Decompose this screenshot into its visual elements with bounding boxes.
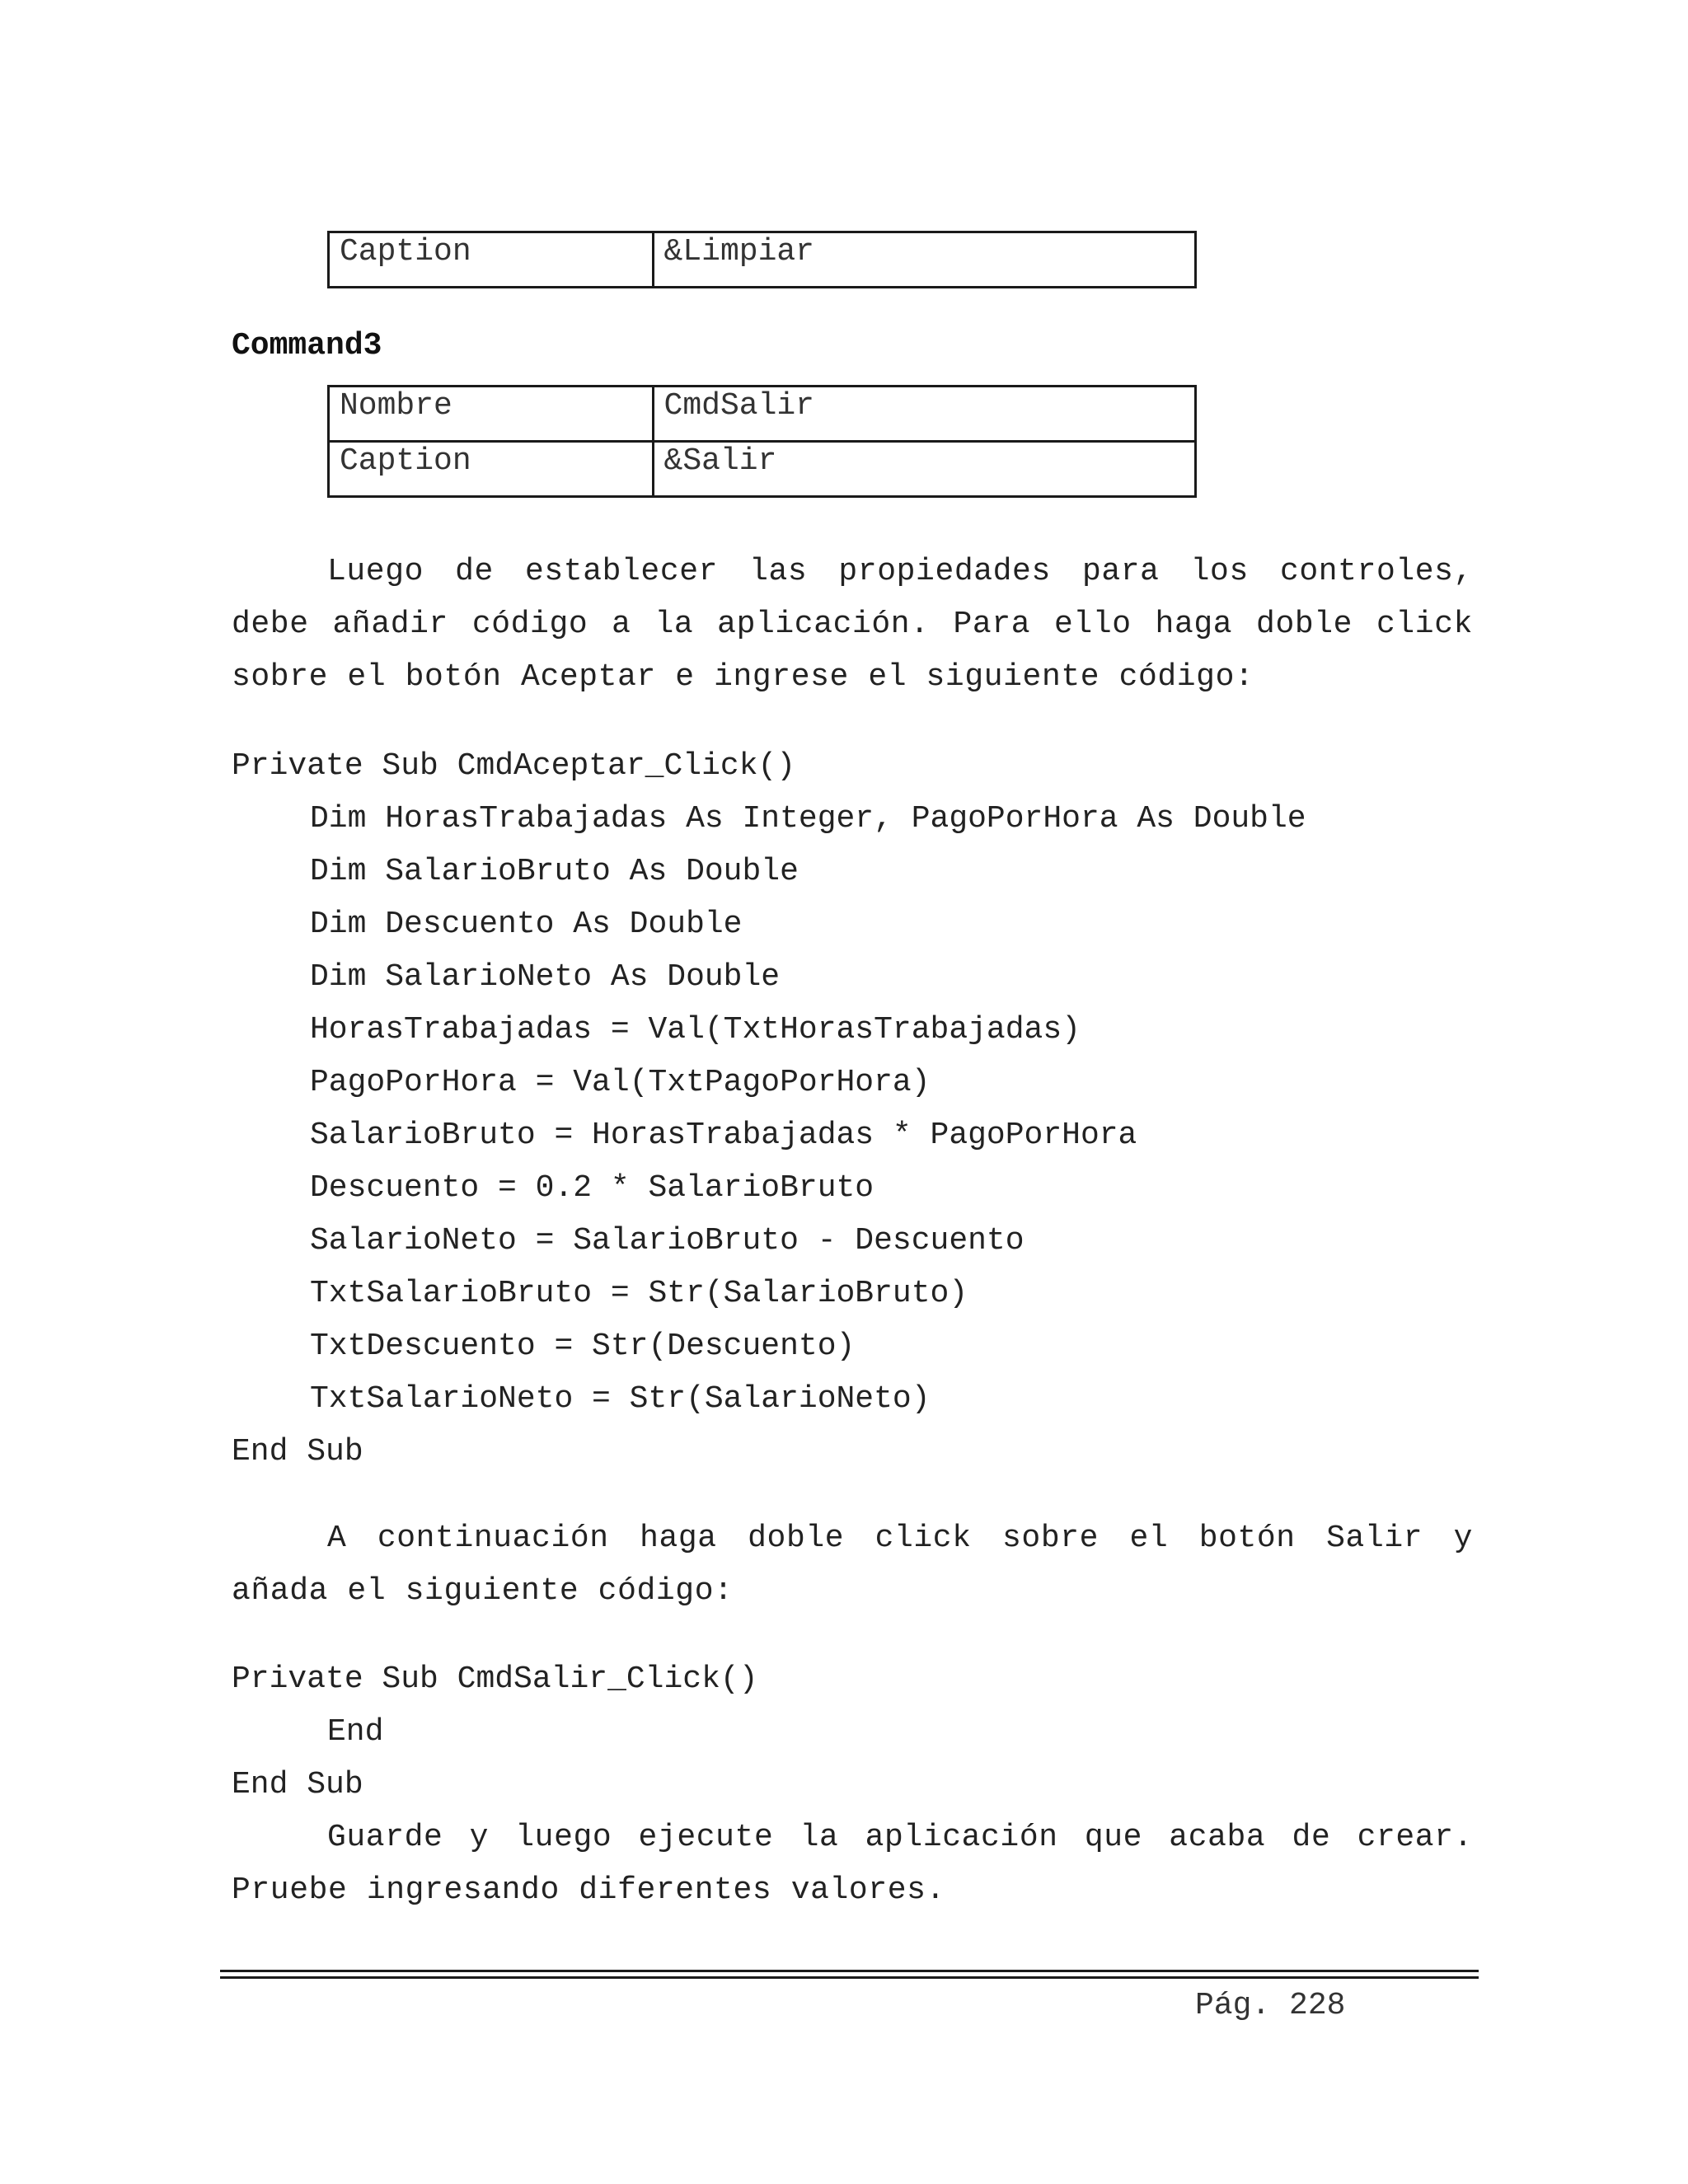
property-value-cell: &Limpiar xyxy=(653,232,1195,288)
code-line: End Sub xyxy=(232,1767,363,1802)
property-value-cell: CmdSalir xyxy=(653,387,1195,442)
code-line: TxtSalarioNeto = Str(SalarioNeto) xyxy=(310,1381,931,1417)
code-line: End Sub xyxy=(232,1434,363,1469)
code-line: TxtDescuento = Str(Descuento) xyxy=(310,1329,856,1364)
code-line: End xyxy=(327,1714,384,1750)
footer-rule xyxy=(220,1970,1479,1972)
property-name-cell: Nombre xyxy=(329,387,654,442)
code-line: HorasTrabajadas = Val(TxtHorasTrabajadas) xyxy=(310,1012,1081,1047)
property-name-cell: Caption xyxy=(329,442,654,497)
code-line: Dim SalarioBruto As Double xyxy=(310,854,799,889)
code-line: Dim Descuento As Double xyxy=(310,907,743,942)
code-block-cmdsalir xyxy=(232,1653,758,1811)
table-row xyxy=(329,232,1196,288)
command3-properties-table xyxy=(327,385,1197,498)
code-line: SalarioNeto = SalarioBruto - Descuento xyxy=(310,1223,1025,1258)
code-line: SalarioBruto = HorasTrabajadas * PagoPorHora xyxy=(310,1118,1137,1153)
property-name-cell: Caption xyxy=(329,232,654,288)
code-line: Dim HorasTrabajadas As Integer, PagoPorHora As Double xyxy=(310,801,1306,837)
table-row xyxy=(329,442,1196,497)
limpiar-properties-table xyxy=(327,231,1197,288)
code-line: Private Sub CmdAceptar_Click() xyxy=(232,748,796,784)
command3-heading: Command3 xyxy=(232,328,382,363)
property-value-cell: &Salir xyxy=(653,442,1195,497)
table-row xyxy=(329,387,1196,442)
paragraph-add-code: Luego de establecer las propiedades para los controles, debe añadir código a la aplicación. Para ello haga doble click sobre el botón Aceptar e ingrese el siguiente código: xyxy=(232,554,1473,695)
code-line: Dim SalarioNeto As Double xyxy=(310,959,781,995)
page-number: Pág. 228 xyxy=(1195,1988,1346,2023)
paragraph-run-app: Guarde y luego ejecute la aplicación que acaba de crear. Pruebe ingresando diferentes valores. xyxy=(232,1820,1473,1908)
paragraph-salir-code: A continuación haga doble click sobre el botón Salir y añada el siguiente código: xyxy=(232,1521,1473,1609)
code-line: Private Sub CmdSalir_Click() xyxy=(232,1661,758,1697)
code-block-cmdaceptar xyxy=(232,740,1306,1479)
code-line: TxtSalarioBruto = Str(SalarioBruto) xyxy=(310,1276,968,1311)
footer-rule xyxy=(220,1976,1479,1979)
code-line: Descuento = 0.2 * SalarioBruto xyxy=(310,1170,874,1206)
code-line: PagoPorHora = Val(TxtPagoPorHora) xyxy=(310,1065,931,1100)
